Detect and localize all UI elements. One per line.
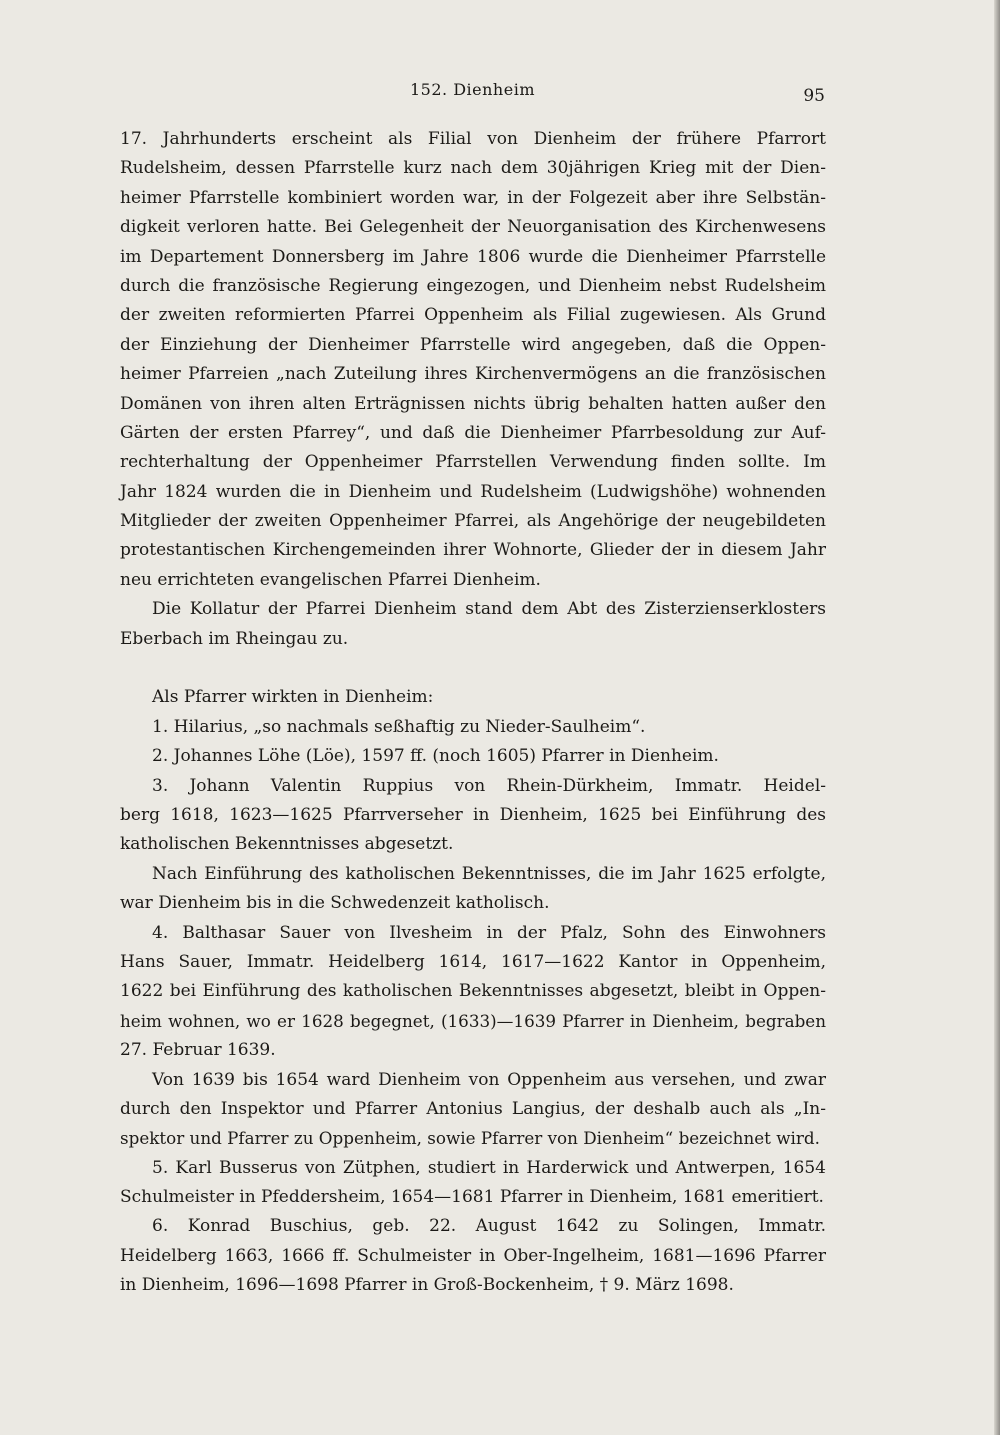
text-line: 27. Februar 1639. [120,1040,276,1061]
text-line: heimer Pfarreien „nach Zuteilung ihres Kirchenvermögens an die französischen [120,364,826,385]
running-head: 152. Dienheim [410,80,535,99]
page-edge-shadow [994,0,1000,1435]
text-line: im Departement Donnersberg im Jahre 1806 wurde die Dienheimer Pfarrstelle [120,246,826,267]
text-line: 1622 bei Einführung des katholischen Bekenntnisses abgesetzt, bleibt in Oppen- [120,981,826,1002]
text-line: spektor und Pfarrer zu Oppenheim, sowie Pfarrer von Dienheim“ bezeichnet wird. [120,1128,820,1149]
text-line: 3. Johann Valentin Ruppius von Rhein-Dürkheim, Immatr. Heidel- [152,775,826,796]
text-line: rechterhaltung der Oppenheimer Pfarrstellen Verwendung finden sollte. Im [120,452,826,473]
text-line: 2. Johannes Löhe (Löe), 1597 ff. (noch 1605) Pfarrer in Dienheim. [152,746,719,767]
text-line: Nach Einführung des katholischen Bekenntnisses, die im Jahr 1625 erfolgte, [152,863,826,884]
text-line: der Einziehung der Dienheimer Pfarrstelle wird angegeben, daß die Oppen- [120,334,826,355]
text-line: Schulmeister in Pfeddersheim, 1654—1681 Pfarrer in Dienheim, 1681 emeritiert. [120,1187,824,1208]
text-line: heimer Pfarrstelle kombiniert worden war, in der Folgezeit aber ihre Selbstän- [120,187,826,208]
paragraph-gap [120,654,826,683]
text-line: heim wohnen, wo er 1628 begegnet, (1633)—1639 Pfarrer in Dienheim, begraben [120,1010,826,1031]
text-line: Hans Sauer, Immatr. Heidelberg 1614, 1617—1622 Kantor in Oppenheim, [120,951,826,972]
text-line: 4. Balthasar Sauer von Ilvesheim in der Pfalz, Sohn des Einwohners [152,922,826,943]
text-line: war Dienheim bis in die Schwedenzeit katholisch. [120,893,550,914]
text-line: protestantischen Kirchengemeinden ihrer Wohnorte, Glieder der in diesem Jahr [120,540,826,561]
text-line: Mitglieder der zweiten Oppenheimer Pfarrei, als Angehörige der neugebildeten [120,511,826,532]
text-line: der zweiten reformierten Pfarrei Oppenheim als Filial zugewiesen. Als Grund [120,305,826,326]
text-line: Rudelsheim, dessen Pfarrstelle kurz nach dem 30jährigen Krieg mit der Dien- [120,158,826,179]
text-line: durch die französische Regierung eingezogen, und Dienheim nebst Rudelsheim [120,275,826,296]
text-line: 5. Karl Busserus von Zütphen, studiert in Harderwick und Antwerpen, 1654 [152,1157,826,1178]
page-number: 95 [803,86,825,106]
page-header [120,80,825,104]
text-line: neu errichteten evangelischen Pfarrei Dienheim. [120,569,541,590]
text-line: Gärten der ersten Pfarrey“, und daß die Dienheimer Pfarrbesoldung zur Auf- [120,422,826,443]
text-line: Heidelberg 1663, 1666 ff. Schulmeister in Ober-Ingelheim, 1681—1696 Pfarrer [120,1245,826,1266]
text-line: Von 1639 bis 1654 ward Dienheim von Oppenheim aus versehen, und zwar [152,1069,826,1090]
text-line: katholischen Bekenntnisses abgesetzt. [120,834,454,855]
text-line: 6. Konrad Buschius, geb. 22. August 1642 zu Solingen, Immatr. [152,1216,826,1237]
body-text [120,125,826,1301]
text-line: Eberbach im Rheingau zu. [120,628,349,649]
text-line: 17. Jahrhunderts erscheint als Filial von Dienheim der frühere Pfarrort [120,129,826,149]
text-line: Als Pfarrer wirkten in Dienheim: [152,687,434,708]
text-line: Jahr 1824 wurden die in Dienheim und Rudelsheim (Ludwigshöhe) wohnenden [120,481,826,502]
text-line: Die Kollatur der Pfarrei Dienheim stand dem Abt des Zisterzienserklosters [152,599,826,620]
text-line: durch den Inspektor und Pfarrer Antonius Langius, der deshalb auch als „In- [120,1098,826,1119]
text-line: Domänen von ihren alten Erträgnissen nichts übrig behalten hatten außer den [120,393,826,414]
text-line: in Dienheim, 1696—1698 Pfarrer in Groß-Bockenheim, † 9. März 1698. [120,1275,734,1296]
text-line: digkeit verloren hatte. Bei Gelegenheit der Neuorganisation des Kirchenwesens [120,217,826,238]
text-line: berg 1618, 1623—1625 Pfarrverseher in Dienheim, 1625 bei Einführung des [120,804,826,825]
text-line: 1. Hilarius, „so nachmals seßhaftig zu Nieder-Saulheim“. [152,716,646,737]
